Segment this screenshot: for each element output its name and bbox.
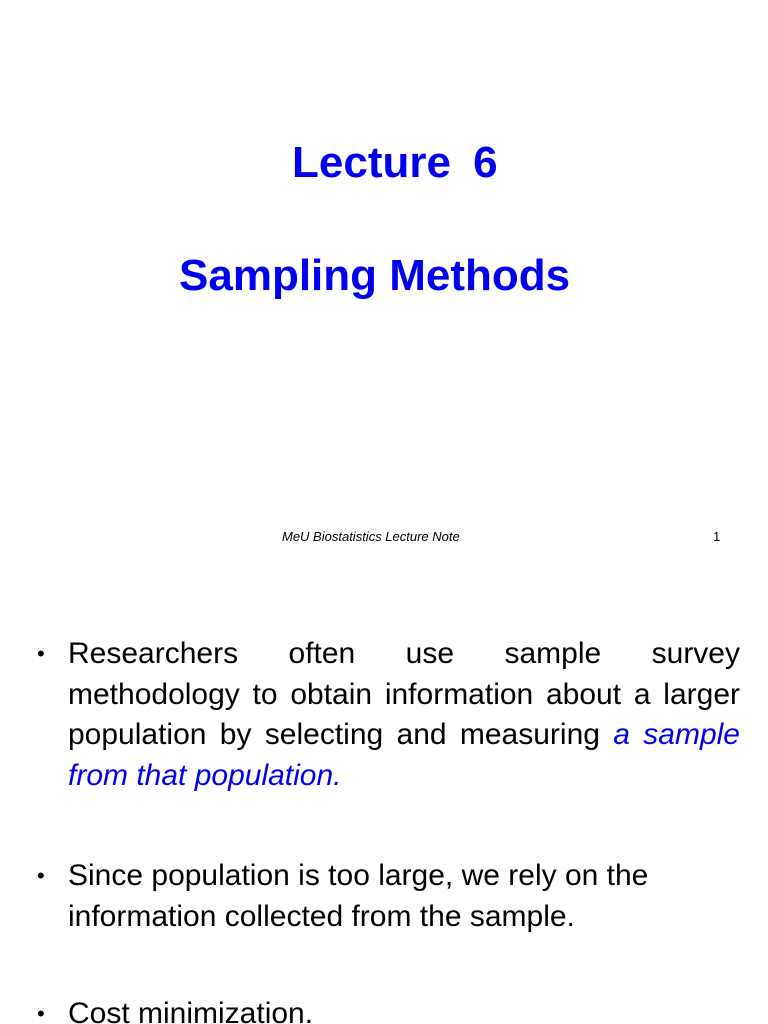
bullet-text: Cost minimization. bbox=[68, 997, 314, 1024]
bullet-text-plain: Researchers often use sample survey methodology to obtain information about a larger population by selecting and measuring bbox=[68, 637, 740, 751]
bullet-text-emphasis: a sample from that population. bbox=[68, 718, 740, 792]
bullet-icon: • bbox=[37, 641, 45, 666]
bullet-text bbox=[68, 634, 740, 796]
lecture-subtitle: Sampling Methods bbox=[179, 251, 571, 300]
bullet-icon: • bbox=[37, 1001, 45, 1024]
bullet-text: Since population is too large, we rely on the information collected from the sample. bbox=[68, 859, 649, 933]
lecture-title: Lecture 6 bbox=[292, 138, 498, 187]
bullet-icon: • bbox=[37, 863, 45, 888]
slide-2 bbox=[0, 576, 768, 1024]
page-number: 1 bbox=[713, 529, 721, 544]
bullet-item bbox=[37, 856, 740, 937]
footer-note: MeU Biostatistics Lecture Note bbox=[282, 529, 460, 544]
bullet-item bbox=[37, 634, 740, 796]
bullet-item bbox=[37, 994, 740, 1024]
